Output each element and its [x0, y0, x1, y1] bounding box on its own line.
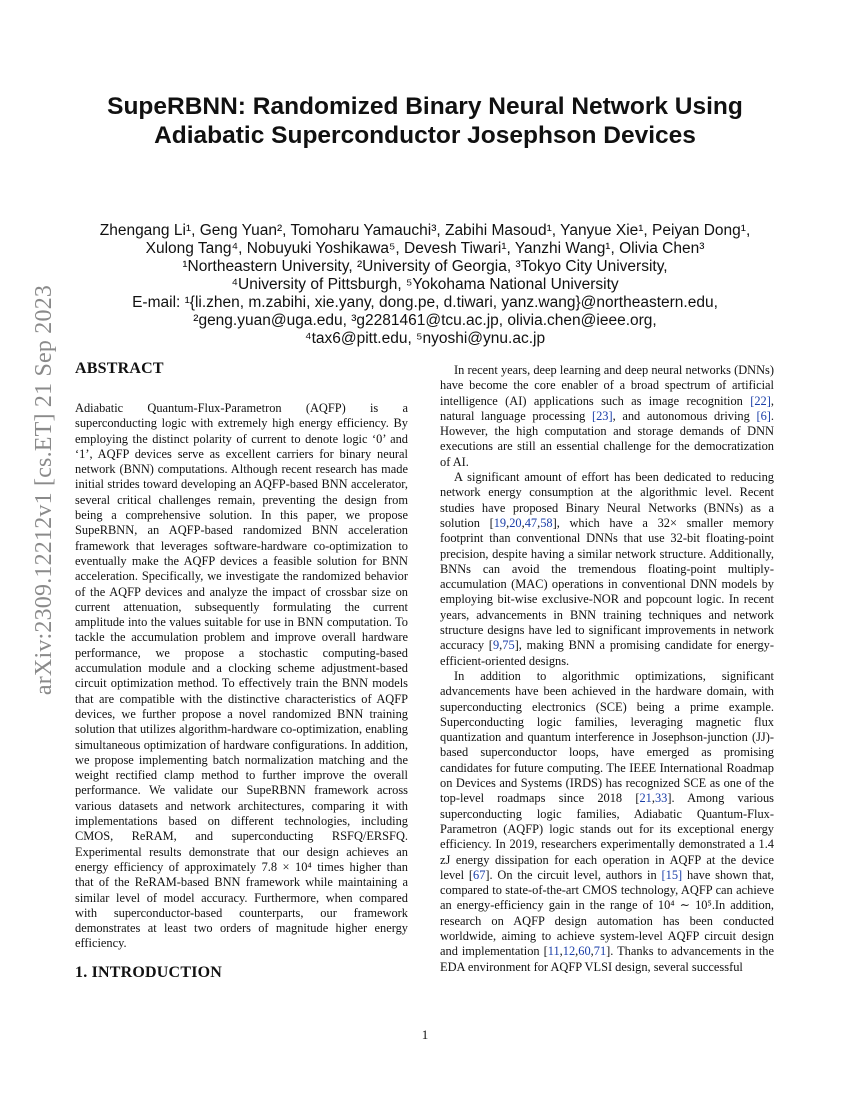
citation-link[interactable]: 75 — [502, 638, 515, 653]
citation-link[interactable]: [22] — [750, 393, 771, 408]
citation-link[interactable]: [6] — [756, 408, 771, 423]
citation-link[interactable]: 47 — [524, 515, 538, 530]
email-line: E-mail: ¹{li.zhen, m.zabihi, xie.yany, dong.pe, d.tiwari, yanz.wang}@northeastern.edu, — [132, 294, 718, 311]
citation-link[interactable]: 71 — [593, 944, 607, 959]
citation-link[interactable]: [23] — [591, 408, 613, 423]
citation-link[interactable]: 9 — [492, 638, 500, 653]
affiliation-line: ⁴University of Pittsburgh, ⁵Yokohama National University — [231, 276, 619, 293]
citation-link[interactable]: 12 — [562, 944, 576, 959]
intro-paragraph-2: A significant amount of effort has been dedicated to reducing network energy consumption at the algorithmic level. Recent studies have proposed Binary Neural Networks (BNNs) as a solution [19,20,47,58], which have a 32× smaller memory footprint than conventional DNNs that use 32-bit floating-point precision, despite having a similar network structure. Additionally, BNNs can avoid the tremendous floating-point multiply-accumulation (MAC) operations in conventional DNN models by employing bit-wise exclusive-NOR and popcount logic. In recent years, advancements in BNN training techniques and network structure designs have led to significant improvements in network accuracy [9,75], making BNN a promising candidate for energy-efficient-oriented designs. — [440, 470, 774, 668]
title-line-2: Adiabatic Superconductor Josephson Devices — [154, 122, 696, 149]
introduction-heading: 1. INTRODUCTION — [75, 964, 223, 982]
intro-paragraph-3: In addition to algorithmic optimizations, significant advancements have been achieved in the hardware domain, with superconducting electronics (SCE) being a prime example. Superconducting logic families, leveraging magnetic flux quantization and quantum interference in Josephson-junction (JJ)-based superconductor loops, have emerged as promising candidates for future computing. The IEEE International Roadmap on Devices and Systems (IRDS) has recognized SCE as one of the top-level roadmaps since 2018 [21,33]. Among various superconducting logic families, Adiabatic Quantum-Flux-Parametron (AQFP) logic stands out for its exceptional energy efficiency. In 2019, researchers experimentally demonstrated a 1.4 zJ energy dissipation for each operation in AQFP at the device level [67]. On the circuit level, authors in [15] have shown that, compared to state-of-the-art CMOS technology, AQFP can achieve an energy-efficiency gain in the range of 10⁴ ∼ 10⁵.In addition, research on AQFP design automation has been conducted worldwide, aiming to achieve system-level AQFP circuit design and implementation [11,12,60,71]. Thanks to advancements in the EDA environment for AQFP VLSI design, several successful — [440, 668, 774, 974]
abstract-heading: ABSTRACT — [75, 360, 164, 377]
citation-link[interactable]: 33 — [654, 791, 668, 806]
citation-link[interactable]: 19 — [493, 515, 507, 530]
page-number: 1 — [421, 1027, 429, 1042]
citation-link[interactable]: 21 — [639, 791, 652, 806]
citation-link[interactable]: 67 — [473, 867, 486, 882]
email-line: ⁴tax6@pitt.edu, ⁵nyoshi@ynu.ac.jp — [304, 330, 546, 347]
citation-link[interactable]: [15] — [661, 867, 683, 882]
citation-link[interactable]: 11 — [547, 944, 560, 959]
citation-link[interactable]: 58 — [540, 515, 553, 530]
left-column — [75, 360, 408, 982]
title-line-1: SupeRBNN: Randomized Binary Neural Network Using — [107, 93, 743, 120]
affiliation-line: ¹Northeastern University, ²University of Georgia, ³Tokyo City University, — [182, 258, 668, 275]
intro-paragraph-1: In recent years, deep learning and deep neural networks (DNNs) have become the core enabler of a broad spectrum of artificial intelligence (AI) applications such as image recognition [22], natural language processing [23], and autonomous driving [6]. However, the high computation and storage demands of DNN executions are still an essential challenge for the democratization of AI. — [440, 363, 774, 469]
abstract-text: Adiabatic Quantum-Flux-Parametron (AQFP) is a superconducting logic with extremely high energy efficiency. By employing the distinct polarity of current to denote logic ‘0’ and ‘1’, AQFP devices serve as excellent carriers for binary neural network (BNN) computations. Although recent research has made initial strides toward developing an AQFP-based BNN accelerator, several critical challenges remain, preventing the design from being a comprehensive solution. In this paper, we propose SupeRBNN, an AQFP-based randomized BNN acceleration framework that leverages software-hardware co-optimization to eventually make the AQFP devices a feasible solution for BNN acceleration. Specifically, we investigate the randomized behavior of the AQFP devices and analyze the impact of crossbar size on current attenuation, subsequently formulating the current amplitude into the values suitable for use in BNN computation. To tackle the accumulation problem and improve overall hardware performance, we propose a stochastic computing-based accumulation module and a clocking scheme adjustment-based circuit optimization method. To effectively train the BNN models that are compatible with the distinctive characteristics of AQFP devices, we further propose a novel randomized BNN training solution that utilizes algorithm-hardware co-optimization, enabling simultaneous optimization of hardware configurations. In addition, we propose implementing batch normalization matching and the weight rectified clamp method to further improve the overall performance. We validate our SupeRBNN framework across various datasets and network architectures, comparing it with implementations based on different technologies, including CMOS, ReRAM, and superconducting RSFQ/ERSFQ. Experimental results demonstrate that our design achieves an energy efficiency of approximately 7.8 × 10⁴ times higher than that of the ReRAM-based BNN framework while maintaining a similar level of model accuracy. Furthermore, when compared with superconductor-based counterparts, our framework demonstrates at least two orders of magnitude higher energy efficiency. — [75, 401, 408, 951]
author-line: Zhengang Li¹, Geng Yuan², Tomoharu Yamauchi³, Zabihi Masoud¹, Yanyue Xie¹, Peiyan Dong¹, — [99, 222, 751, 239]
citation-link[interactable]: 20 — [509, 515, 522, 530]
email-line: ²geng.yuan@uga.edu, ³g2281461@tcu.ac.jp, olivia.chen@ieee.org, — [193, 312, 657, 329]
author-block — [60, 222, 790, 348]
citation-link[interactable]: 60 — [578, 944, 591, 959]
right-column — [440, 363, 774, 975]
author-line: Xulong Tang⁴, Nobuyuki Yoshikawa⁵, Devesh Tiwari¹, Yanzhi Wang¹, Olivia Chen³ — [145, 240, 705, 257]
arxiv-identifier: arXiv:2309.12212v1 [cs.ET] 21 Sep 2023 — [31, 284, 57, 696]
paper-title — [60, 92, 790, 150]
